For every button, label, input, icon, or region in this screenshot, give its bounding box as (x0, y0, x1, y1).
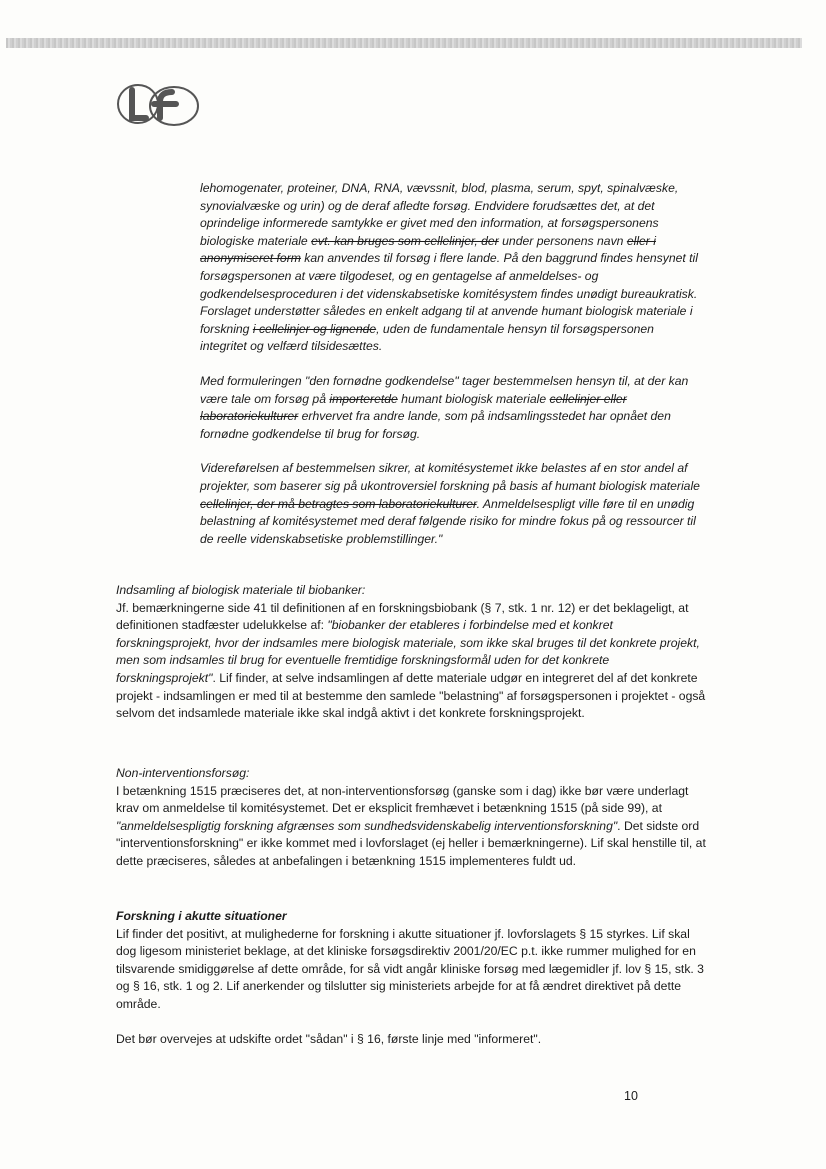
struck-text: cellelinjer, der må betragtes som laboratoriekulturer (200, 496, 477, 511)
struck-text: importeretde (329, 391, 398, 406)
text-run: I betænkning 1515 præciseres det, at non-interventionsforsøg (ganske som i dag) ikke bør være underlagt krav om anmeldelse til komitésystemet. Det er eksplicit fremhævet i betænkning 1515 (på side 99), at (116, 783, 689, 816)
section-body (116, 926, 706, 1014)
text-run: Med formuleringen "den fornødne godkendelse" tager bestemmelsen hensyn til, at der kan være tale om forsøg på (200, 373, 689, 406)
section-heading: Non-interventionsforsøg: (116, 766, 250, 780)
quote-paragraph-1 (200, 180, 702, 356)
section-non-intervention (116, 765, 706, 871)
text-run: lehomogenater, proteiner, DNA, RNA, vævssnit, blod, plasma, serum, spyt, spinalvæske, synovialvæske og urin) og de deraf afledte forsøg. Endvidere forudsættes det, at det oprindelige informerede samtykke er givet med den information, at forsøgspersonens biologiske materiale (200, 181, 679, 248)
section-akutte (116, 908, 706, 1048)
text-run: "anmeldelsespligtig forskning afgrænses som sundhedsvidenskabelig interventionsforskning" (116, 818, 618, 833)
text-run: , uden de fundamentale hensyn til forsøgspersonen integritet og velfærd tilsidesættes. (200, 321, 654, 354)
struck-text: evt. kan bruges som cellelinjer, der (311, 233, 499, 248)
section-heading: Indsamling af biologisk materiale til biobanker: (116, 583, 366, 597)
text-run: Videreførelsen af bestemmelsen sikrer, at komitésystemet ikke belastes af en stor andel af projekter, som baserer sig på ukontroversiel forskning på basis af humant biologisk materiale (200, 461, 700, 493)
section-body (116, 783, 706, 871)
text-run: . Lif finder, at selve indsamlingen af dette materiale udgør en integreret del af det konkrete projekt - indsamlingen er med til at bestemme den samlede "belastning" af forsøgspersonen i projektet - også selvom det indsamlede materiale ikke skal indgå aktivt i det konkrete forskningsprojekt. (116, 670, 706, 721)
section-body (116, 600, 706, 723)
quote-block (200, 180, 702, 548)
text-run: Lif finder det positivt, at mulighederne for forskning i akutte situationer jf. lovforslagets § 15 styrkes. Lif skal dog ligesom ministeriet beklage, at det kliniske forsøgsdirektiv 2001/20/EC p.t. ikke rummer mulighed for en tilsvarende smidiggørelse af dette område, for så vidt angår kliniske forsøg med lægemidler jf. lov § 15, stk. 3 og § 16, stk. 1 og 2. Lif anerkender og tilslutter sig ministeriets arbejde for at få ændret direktivet på dette område. (116, 926, 704, 1011)
section-biobanker (116, 582, 706, 723)
page-number: 10 (624, 1089, 638, 1103)
text-run: . Anmeldelsespligt ville føre til en unødig belastning af komitésystemet med deraf følgende risiko for mindre fokus på og ressourcer til de reelle videnskabsetiske problemstillinger." (200, 496, 696, 546)
quote-paragraph-3 (200, 460, 702, 548)
struck-text: cellelinjer eller laboratoriekulturer (200, 391, 627, 424)
section-note: Det bør overvejes at udskifte ordet "sådan" i § 16, første linje med "informeret". (116, 1031, 542, 1046)
section-heading: Forskning i akutte situationer (116, 909, 287, 923)
struck-text: i cellelinjer og lignende (252, 321, 377, 336)
text-run: under personens navn (498, 233, 627, 248)
text-run: "biobanker der etableres i forbindelse med et konkret forskningsprojekt, hvor der indsamles mere biologisk materiale, som ikke skal bruges til det konkrete projekt, men som indsamles til brug for eventuelle fremtidige forskningsformål uden for det konkrete forskningsprojekt" (116, 618, 700, 685)
quote-paragraph-2 (200, 373, 702, 443)
struck-text: eller i anonymiseret form (200, 233, 656, 266)
text-run: kan anvendes til forsøg i flere lande. På den baggrund findes hensynet til forsøgspersonen at være tilgodeset, og en gentagelse af anmeldelses- og godkendelsesproceduren i det videnskabsetiske komitésystem findes unødigt bureaukratisk. Forslaget understøtter således en enkelt adgang til at anvende humant biologisk materiale i forskning (200, 251, 698, 336)
text-run: Jf. bemærkningerne side 41 til definitionen af en forskningsbiobank (§ 7, stk. 1 nr. 12) er det beklageligt, at definitionen stadfæster udelukkelse af: (116, 600, 689, 633)
scan-header-bar (6, 38, 802, 48)
text-run: erhvervet fra andre lande, som på indsamlingsstedet har opnået den fornødne godkendelse til brug for forsøg. (200, 409, 671, 441)
text-run: humant biologisk materiale (397, 391, 550, 406)
lif-logo (114, 80, 202, 128)
text-run: . Det sidste ord "interventionsforskning" er ikke kommet med i lovforslaget (ej heller i bemærkningerne). Lif skal henstille til, at dette præciseres, således at anbefalingen i betænkning 1515 implementeres fuldt ud. (116, 818, 706, 868)
